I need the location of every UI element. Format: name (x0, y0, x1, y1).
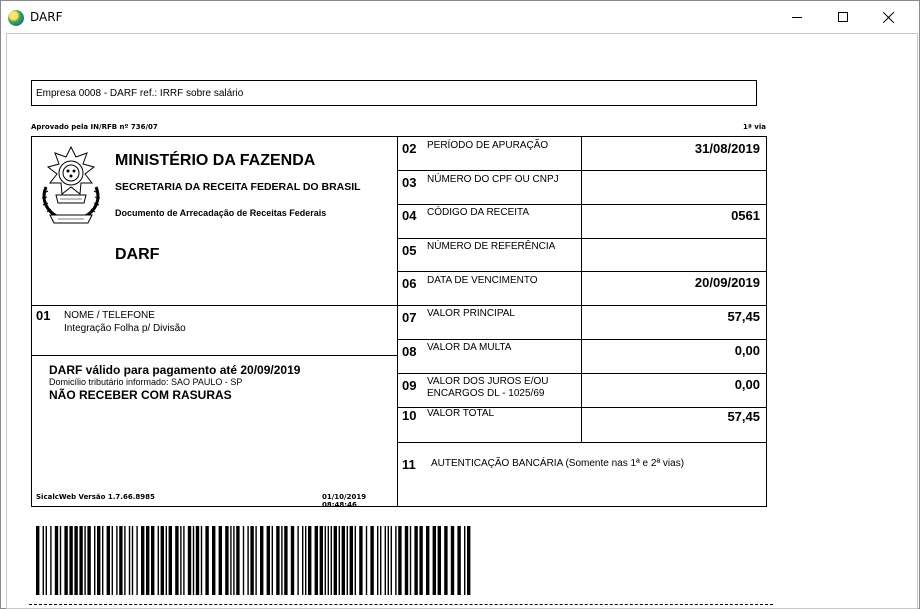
field-10-label-cell (398, 408, 582, 442)
field-04-number: 04 (402, 208, 417, 223)
secretaria-title: SECRETARIA DA RECEITA FEDERAL DO BRASIL (115, 181, 361, 193)
field-10-valor-total (398, 407, 766, 443)
field-11-label: AUTENTICAÇÃO BANCÁRIA (Somente nas 1ª e 2ª vias) (431, 458, 685, 469)
approval-note: Aprovado pela IN/RFB nº 736/07 (31, 123, 158, 131)
field-03-number: 03 (402, 175, 417, 190)
field-07-value: 57,45 (727, 309, 760, 324)
field-05-referencia (398, 239, 766, 272)
field-08-label: VALOR DA MULTA (427, 342, 512, 353)
field-02-label: PERÍODO DE APURAÇÃO (427, 140, 549, 151)
minimize-button[interactable] (774, 1, 820, 33)
field-02-value: 31/08/2019 (694, 141, 760, 156)
field-06-label: DATA DE VENCIMENTO (427, 275, 538, 286)
field-09-label: VALOR DOS JUROS E/OU ENCARGOS DL - 1025/69 (427, 376, 549, 399)
field-01-label: NOME / TELEFONE (64, 310, 155, 321)
maximize-button[interactable] (820, 1, 866, 33)
field-09-number: 09 (402, 378, 417, 393)
field-02-label-cell (398, 137, 582, 170)
rasuras-warning: NÃO RECEBER COM RASURAS (49, 388, 232, 402)
empresa-reference: Empresa 0008 - DARF ref.: IRRF sobre salário (31, 80, 757, 106)
field-02-number: 02 (402, 141, 417, 156)
field-01-number: 01 (36, 308, 51, 323)
window-title: DARF (30, 10, 63, 24)
field-09-juros (398, 374, 766, 407)
field-08-number: 08 (402, 344, 417, 359)
close-button[interactable] (866, 1, 912, 33)
maximize-icon (838, 12, 848, 22)
field-07-number: 07 (402, 310, 417, 325)
brazil-coat-of-arms-icon (36, 141, 106, 227)
field-06-vencimento (398, 272, 766, 306)
field-06-label-cell (398, 272, 582, 305)
field-06-value: 20/09/2019 (694, 275, 760, 290)
copy-number: 1ª via (743, 123, 766, 131)
field-04-label: CÓDIGO DA RECEITA (427, 207, 530, 218)
field-05-label-cell (398, 239, 582, 271)
field-08-value: 0,00 (734, 343, 760, 358)
field-08-label-cell (398, 340, 582, 373)
minimize-icon (792, 17, 802, 18)
software-version: SicalcWeb Versão 1.7.66.8985 (36, 493, 155, 501)
validity-date: DARF válido para pagamento até 20/09/2019 (49, 363, 301, 377)
darf-heading: DARF (115, 246, 160, 263)
field-07-label: VALOR PRINCIPAL (427, 308, 515, 319)
field-02-periodo (398, 137, 766, 171)
field-03-cpf-cnpj (398, 171, 766, 205)
generation-timestamp: 01/10/2019 08:48:46 (322, 493, 367, 509)
field-11-number: 11 (402, 457, 416, 472)
field-10-label: VALOR TOTAL (427, 408, 495, 419)
field-04-value: 0561 (731, 208, 760, 223)
domicilio-tributario: Domicílio tributário informado: SAO PAULO - SP (49, 377, 243, 387)
field-07-label-cell (398, 306, 582, 339)
field-04-codigo-receita (398, 205, 766, 239)
document-viewport[interactable] (6, 33, 918, 609)
field-11-autenticacao (398, 443, 766, 507)
field-05-label: NÚMERO DE REFERÊNCIA (427, 241, 556, 252)
ministerio-title: MINISTÉRIO DA FAZENDA (115, 152, 316, 169)
app-globe-icon (8, 10, 24, 26)
field-10-value: 57,45 (727, 409, 760, 424)
title-bar[interactable] (1, 1, 919, 33)
field-01-value: Integração Folha p/ Divisão (64, 323, 186, 334)
field-03-label-cell (398, 171, 582, 204)
field-07-valor-principal (398, 306, 766, 340)
cut-line (29, 604, 773, 605)
field-05-number: 05 (402, 243, 417, 258)
field-01-nome (32, 305, 397, 356)
field-09-value: 0,00 (734, 377, 760, 392)
validity-block (49, 363, 300, 402)
field-06-number: 06 (402, 276, 417, 291)
darf-left-panel (31, 136, 398, 507)
field-03-label: NÚMERO DO CPF OU CNPJ (427, 174, 559, 185)
field-10-number: 10 (402, 408, 417, 423)
darf-document (7, 34, 918, 609)
field-04-label-cell (398, 205, 582, 238)
darf-header (32, 137, 397, 304)
barcode-icon (36, 526, 474, 595)
field-09-label-cell (398, 374, 582, 407)
close-icon (883, 11, 895, 23)
darf-right-panel (398, 136, 767, 507)
field-08-valor-multa (398, 340, 766, 374)
documento-title: Documento de Arrecadação de Receitas Federais (115, 208, 327, 218)
